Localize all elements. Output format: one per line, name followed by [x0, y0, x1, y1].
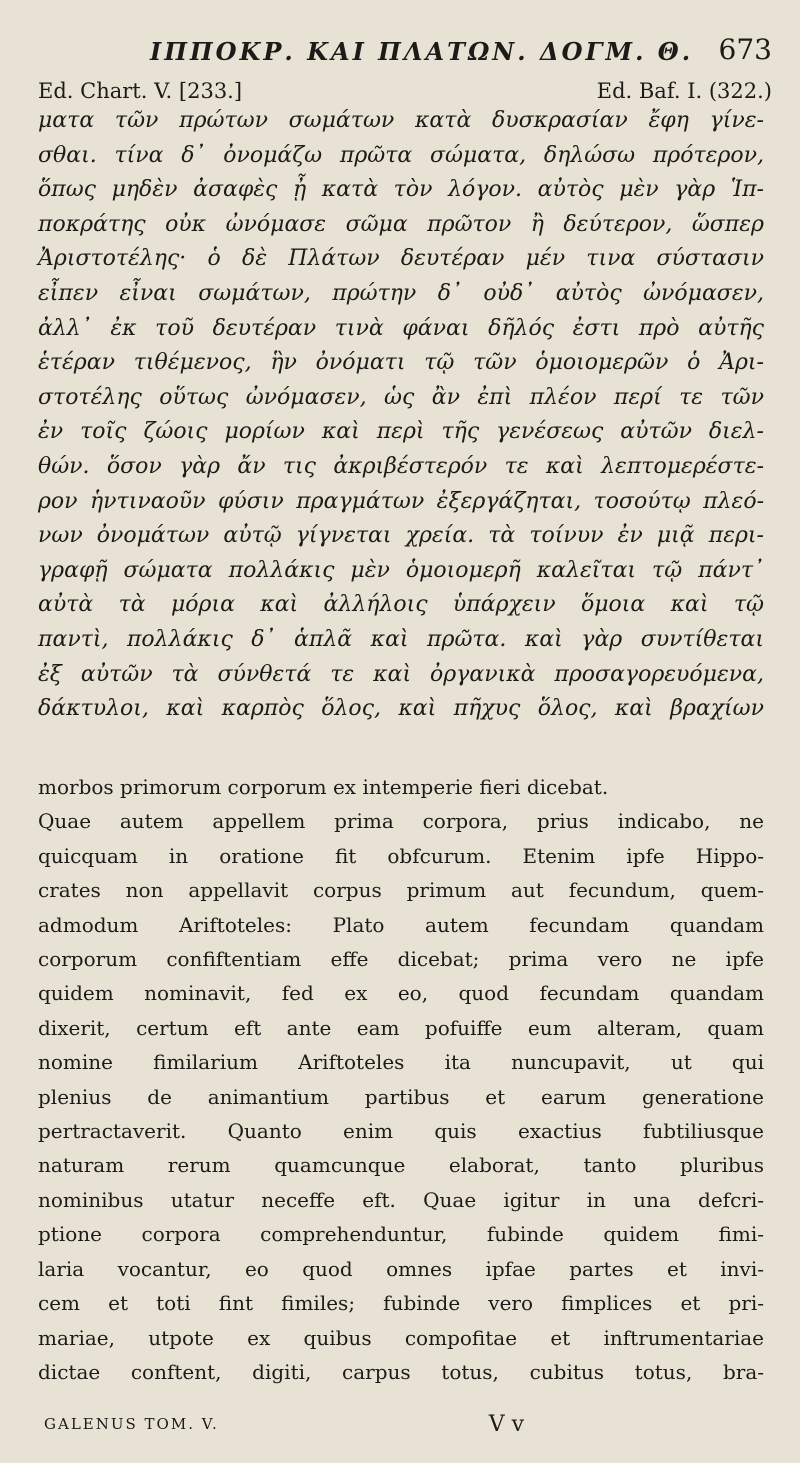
signature-mark: V v — [488, 1411, 525, 1437]
latin-text-block — [38, 770, 764, 1389]
latin-line: corporum confiftentiam effe dicebat; prima vero ne ipfe — [38, 947, 764, 972]
greek-line: αὐτὰ τὰ μόρια καὶ ἀλλήλοις ὑπάρχειν ὅμοια καὶ τῷ — [38, 592, 764, 618]
latin-line: morbos primorum corporum ex intemperie fieri dicebat. — [38, 775, 609, 799]
greek-line: δάκτυλοι, καὶ καρπὸς ὅλος, καὶ πῆχυς ὅλος, καὶ βραχίων — [38, 696, 764, 722]
signature-label: GALENUS TOM. V. — [44, 1415, 219, 1433]
latin-line: mariae, utpote ex quibus compofitae et inftrumentariae — [38, 1325, 764, 1350]
greek-line: νων ὀνομάτων αὐτῷ γίγνεται χρεία. τὰ τοίνυν ἐν μιᾷ περι- — [38, 523, 764, 549]
greek-line: σθαι. τίνα δ᾽ ὀνομάζω πρῶτα σώματα, δηλώσω πρότερον, — [38, 142, 764, 168]
latin-line: quidem nominavit, fed ex eo, quod fecundam quandam — [38, 981, 764, 1006]
page-number: 673 — [718, 33, 772, 66]
latin-line: ptione corpora comprehenduntur, fubinde quidem fimi- — [38, 1222, 764, 1247]
edition-right-reference: Ed. Baf. I. (322.) — [596, 79, 772, 103]
running-title: ΙΠΠΟΚΡ. ΚΑΙ ΠΛΑΤΩΝ. ΔΟΓΜ. Θ. — [150, 37, 694, 66]
greek-text-block — [38, 104, 764, 727]
greek-line: ρον ἡντιναοῦν φύσιν πραγμάτων ἐξεργάζηται, τοσούτῳ πλεό- — [38, 488, 764, 514]
greek-line: ἑτέραν τιθέμενος, ἣν ὀνόματι τῷ τῶν ὁμοιομερῶν ὁ Ἀρι- — [38, 350, 764, 376]
latin-line: nomine fimilarium Ariftoteles ita nuncupavit, ut qui — [38, 1050, 764, 1075]
greek-line: Ἀριστοτέλης· ὁ δὲ Πλάτων δευτέραν μέν τινα σύστασιν — [38, 246, 764, 272]
greek-line: θών. ὅσον γὰρ ἄν τις ἀκριβέστερόν τε καὶ λεπτομερέστε- — [38, 453, 764, 479]
greek-line: ματα τῶν πρώτων σωμάτων κατὰ δυσκρασίαν ἔφη γίνε- — [38, 108, 764, 133]
running-head — [140, 22, 772, 66]
latin-line: crates non appellavit corpus primum aut fecundum, quem- — [38, 878, 764, 903]
latin-line: nominibus utatur neceffe eft. Quae igitur in una defcri- — [38, 1187, 764, 1212]
greek-line: στοτέλης οὕτως ὠνόμασεν, ὡς ἂν ἐπὶ πλέον περί τε τῶν — [38, 384, 764, 410]
latin-line: Quae autem appellem prima corpora, prius indicabo, ne — [38, 809, 764, 834]
greek-line: ἐν τοῖς ζώοις μορίων καὶ περὶ τῆς γενέσεως αὐτῶν διελ- — [38, 419, 764, 445]
latin-line: pertractaverit. Quanto enim quis exactius fubtiliusque — [38, 1119, 764, 1144]
greek-line: παντὶ, πολλάκις δ᾽ ἁπλᾶ καὶ πρῶτα. καὶ γὰρ συντίθεται — [38, 626, 764, 652]
edition-reference-line — [38, 76, 772, 106]
greek-line: ὅπως μηδὲν ἀσαφὲς ᾖ κατὰ τὸν λόγον. αὐτὸς μὲν γὰρ Ἱπ- — [38, 177, 764, 203]
latin-line: admodum Ariftoteles: Plato autem fecundam quandam — [38, 912, 764, 937]
latin-line: quicquam in oratione fit obfcurum. Etenim ipfe Hippo- — [38, 843, 764, 868]
latin-line: naturam rerum quamcunque elaborat, tanto pluribus — [38, 1153, 764, 1178]
greek-line: γραφῇ σώματα πολλάκις μὲν ὁμοιομερῆ καλεῖται τῷ πάντ᾽ — [38, 557, 764, 583]
latin-line: dixerit, certum eft ante eam pofuiffe eum alteram, quam — [38, 1015, 764, 1040]
greek-line: ποκράτης οὐκ ὠνόμασε σῶμα πρῶτον ἢ δεύτερον, ὥσπερ — [38, 211, 764, 237]
latin-line: cem et toti fint fimiles; fubinde vero fimplices et pri- — [38, 1291, 764, 1316]
greek-line: εἶπεν εἶναι σωμάτων, πρώτην δ᾽ οὐδ᾽ αὐτὸς ὠνόμασεν, — [38, 280, 764, 306]
greek-line: ἀλλ᾽ ἐκ τοῦ δευτέραν τινὰ φάναι δῆλός ἐστι πρὸ αὐτῆς — [38, 315, 764, 341]
latin-line: dictae conftent, digiti, carpus totus, cubitus totus, bra- — [38, 1359, 764, 1384]
latin-line: laria vocantur, eo quod omnes ipfae partes et invi- — [38, 1256, 764, 1281]
signature-line — [44, 1404, 760, 1444]
edition-left-reference: Ed. Chart. V. [233.] — [38, 79, 243, 103]
latin-line: plenius de animantium partibus et earum generatione — [38, 1084, 764, 1109]
greek-line: ἐξ αὐτῶν τὰ σύνθετά τε καὶ ὀργανικὰ προσαγορευόμενα, — [38, 661, 764, 687]
